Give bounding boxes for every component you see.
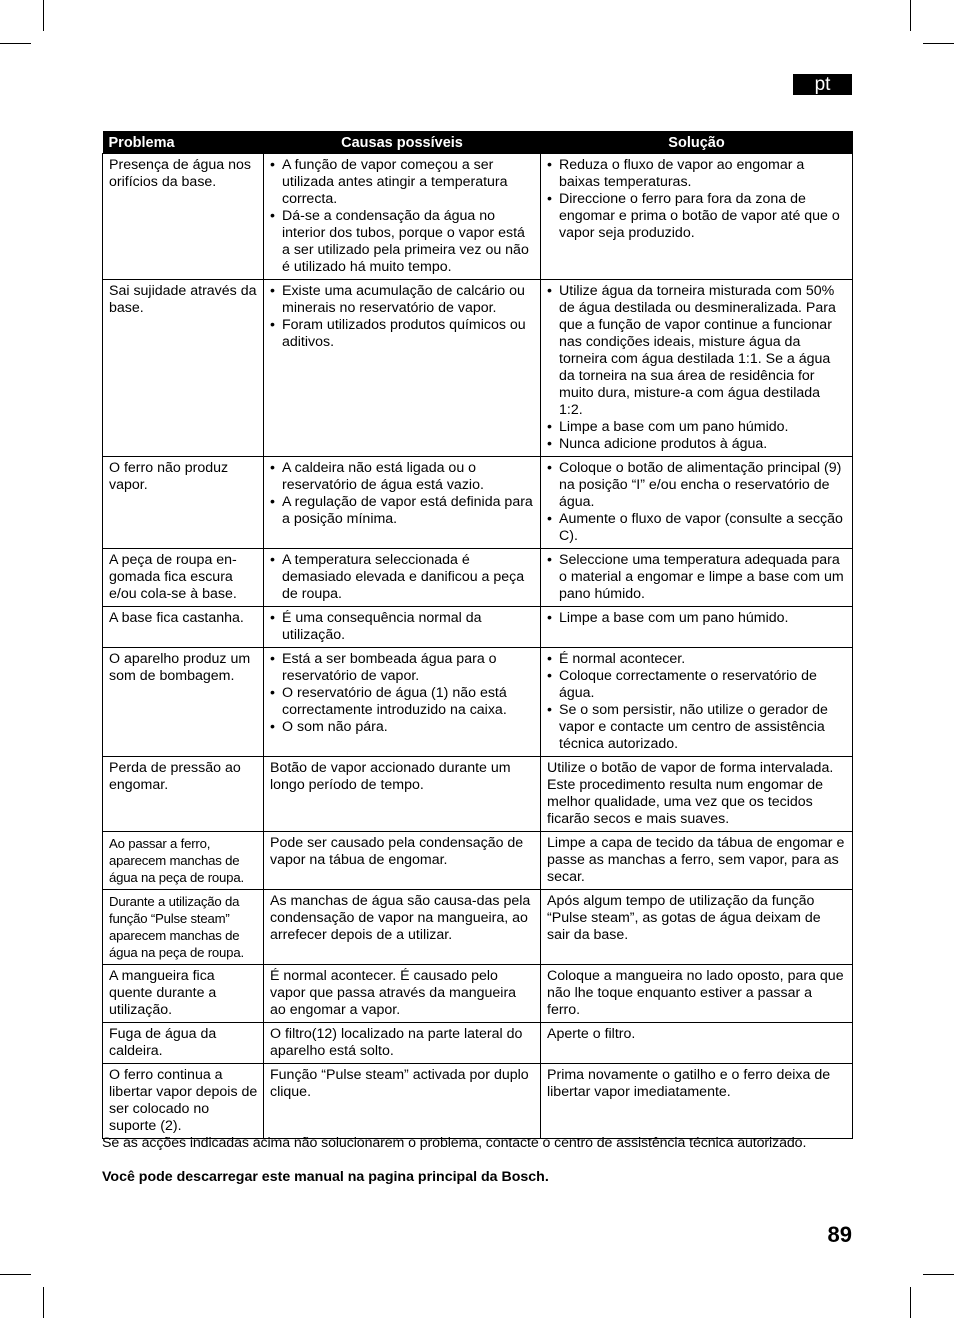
crop-mark bbox=[0, 1274, 31, 1275]
support-footnote: Se as acções indicadas acima não solucionarem o problema, contacte o centro de assistência técnica autorizado. bbox=[102, 1135, 807, 1151]
table-row bbox=[103, 831, 853, 889]
causes-cell bbox=[264, 456, 541, 548]
download-note: Você pode descarregar este manual na pagina principal da Bosch. bbox=[102, 1169, 549, 1185]
solution-cell: Utilize o botão de vapor de forma intervalada. Este procedimento resulta num engomar de melhor qualidade, uma vez que os tecidos ficarão secos e mais suaves. bbox=[541, 756, 853, 831]
solution-cell bbox=[541, 456, 853, 548]
cause-item: • O som não pára. bbox=[270, 719, 535, 736]
column-header-solution: Solução bbox=[541, 131, 853, 153]
crop-mark bbox=[43, 1287, 44, 1318]
troubleshooting-table bbox=[102, 131, 853, 1139]
problem-cell: O ferro não produz vapor. bbox=[103, 456, 264, 548]
cause-item: • Existe uma acumulação de calcário ou minerais no reservatório de vapor. bbox=[270, 283, 535, 317]
crop-mark bbox=[43, 0, 44, 31]
problem-cell: A mangueira fica quente durante a utilização. bbox=[103, 964, 264, 1022]
solution-cell: Aperte o filtro. bbox=[541, 1022, 853, 1063]
table-row bbox=[103, 889, 853, 964]
language-badge: pt bbox=[793, 74, 852, 95]
crop-mark bbox=[923, 43, 954, 44]
table-row bbox=[103, 456, 853, 548]
table-row bbox=[103, 1022, 853, 1063]
solution-cell: Limpe a capa de tecido da tábua de engomar e passe as manchas a ferro, sem vapor, para as secar. bbox=[541, 831, 853, 889]
cause-item: • A função de vapor começou a ser utilizada antes atingir a temperatura correcta. bbox=[270, 157, 535, 208]
causes-cell: É normal acontecer. É causado pelo vapor que passa através da mangueira ao engomar a vapor. bbox=[264, 964, 541, 1022]
table-row bbox=[103, 1063, 853, 1138]
problem-cell: A peça de roupa en-gomada fica escura e/ou cola-se à base. bbox=[103, 548, 264, 606]
problem-cell: Durante a utilização da função “Pulse steam” aparecem manchas de água na peça de roupa. bbox=[103, 889, 264, 964]
problem-cell: Ao passar a ferro, aparecem manchas de água na peça de roupa. bbox=[103, 831, 264, 889]
table-row bbox=[103, 548, 853, 606]
causes-cell bbox=[264, 647, 541, 756]
page-number: 89 bbox=[827, 1222, 852, 1247]
causes-cell: O filtro(12) localizado na parte lateral do aparelho está solto. bbox=[264, 1022, 541, 1063]
solution-item: • Aumente o fluxo de vapor (consulte a secção C). bbox=[547, 511, 847, 545]
solution-cell bbox=[541, 153, 853, 279]
crop-mark bbox=[0, 43, 31, 44]
cause-item: • Está a ser bombeada água para o reservatório de vapor. bbox=[270, 651, 535, 685]
solution-item: • Limpe a base com um pano húmido. bbox=[547, 419, 847, 436]
solution-item: • É normal acontecer. bbox=[547, 651, 847, 668]
cause-item: • A regulação de vapor está definida para a posição mínima. bbox=[270, 494, 535, 528]
solution-item: • Direccione o ferro para fora da zona de engomar e prima o botão de vapor até que o vapor seja produzido. bbox=[547, 191, 847, 242]
solution-cell: Prima novamente o gatilho e o ferro deixa de libertar vapor imediatamente. bbox=[541, 1063, 853, 1138]
causes-cell bbox=[264, 548, 541, 606]
problem-cell: Perda de pressão ao engomar. bbox=[103, 756, 264, 831]
crop-mark bbox=[910, 1287, 911, 1318]
problem-cell: A base fica castanha. bbox=[103, 606, 264, 647]
causes-cell bbox=[264, 153, 541, 279]
problem-cell: Sai sujidade através da base. bbox=[103, 279, 264, 456]
solution-item: • Coloque correctamente o reservatório de água. bbox=[547, 668, 847, 702]
solution-cell bbox=[541, 647, 853, 756]
table-row bbox=[103, 964, 853, 1022]
solution-cell bbox=[541, 548, 853, 606]
causes-cell: Pode ser causado pela condensação de vapor na tábua de engomar. bbox=[264, 831, 541, 889]
solution-item: • Seleccione uma temperatura adequada para o material a engomar e limpe a base com um pano húmido. bbox=[547, 552, 847, 603]
column-header-problem: Problema bbox=[103, 131, 264, 153]
cause-item: • A caldeira não está ligada ou o reservatório de água está vazio. bbox=[270, 460, 535, 494]
problem-cell: O aparelho produz um som de bombagem. bbox=[103, 647, 264, 756]
table-row bbox=[103, 606, 853, 647]
table-row bbox=[103, 756, 853, 831]
cause-item: • A temperatura seleccionada é demasiado elevada e danificou a peça de roupa. bbox=[270, 552, 535, 603]
solution-item: • Reduza o fluxo de vapor ao engomar a baixas temperaturas. bbox=[547, 157, 847, 191]
table-row bbox=[103, 647, 853, 756]
cause-item: • Dá-se a condensação da água no interior dos tubos, porque o vapor está a ser utilizado pela primeira vez ou não é utilizado há muito tempo. bbox=[270, 208, 535, 276]
cause-item: • Foram utilizados produtos químicos ou aditivos. bbox=[270, 317, 535, 351]
causes-cell: Função “Pulse steam” activada por duplo clique. bbox=[264, 1063, 541, 1138]
solution-item: • Limpe a base com um pano húmido. bbox=[547, 610, 847, 627]
solution-cell bbox=[541, 279, 853, 456]
crop-mark bbox=[910, 0, 911, 31]
causes-cell: Botão de vapor accionado durante um longo período de tempo. bbox=[264, 756, 541, 831]
problem-cell: O ferro continua a libertar vapor depois de ser colocado no suporte (2). bbox=[103, 1063, 264, 1138]
problem-cell: Presença de água nos orifícios da base. bbox=[103, 153, 264, 279]
cause-item: • É uma consequência normal da utilização. bbox=[270, 610, 535, 644]
solution-item: • Coloque o botão de alimentação principal (9) na posição “I” e/ou encha o reservatório de água. bbox=[547, 460, 847, 511]
cause-item: • O reservatório de água (1) não está correctamente introduzido na caixa. bbox=[270, 685, 535, 719]
solution-cell bbox=[541, 606, 853, 647]
solution-cell: Coloque a mangueira no lado oposto, para que não lhe toque enquanto estiver a passar a ferro. bbox=[541, 964, 853, 1022]
causes-cell: As manchas de água são causa-das pela condensação de vapor na mangueira, ao arrefecer depois de a utilizar. bbox=[264, 889, 541, 964]
solution-item: • Nunca adicione produtos à água. bbox=[547, 436, 847, 453]
problem-cell: Fuga de água da caldeira. bbox=[103, 1022, 264, 1063]
table-row bbox=[103, 153, 853, 279]
crop-mark bbox=[923, 1274, 954, 1275]
table-header-row bbox=[103, 131, 853, 153]
solution-item: • Utilize água da torneira misturada com 50% de água destilada ou desmineralizada. Para que a função de vapor continue a funcionar nas condições ideais, misture água da torneira com água destilada 1:1. Se a água da torneira na sua área de residência for muito dura, misture-a com água destilada 1:2. bbox=[547, 283, 847, 419]
table-row bbox=[103, 279, 853, 456]
causes-cell bbox=[264, 606, 541, 647]
solution-item: • Se o som persistir, não utilize o gerador de vapor e contacte um centro de assistência técnica autorizado. bbox=[547, 702, 847, 753]
column-header-causes: Causas possíveis bbox=[264, 131, 541, 153]
solution-cell: Após algum tempo de utilização da função “Pulse steam”, as gotas de água deixam de sair da base. bbox=[541, 889, 853, 964]
causes-cell bbox=[264, 279, 541, 456]
